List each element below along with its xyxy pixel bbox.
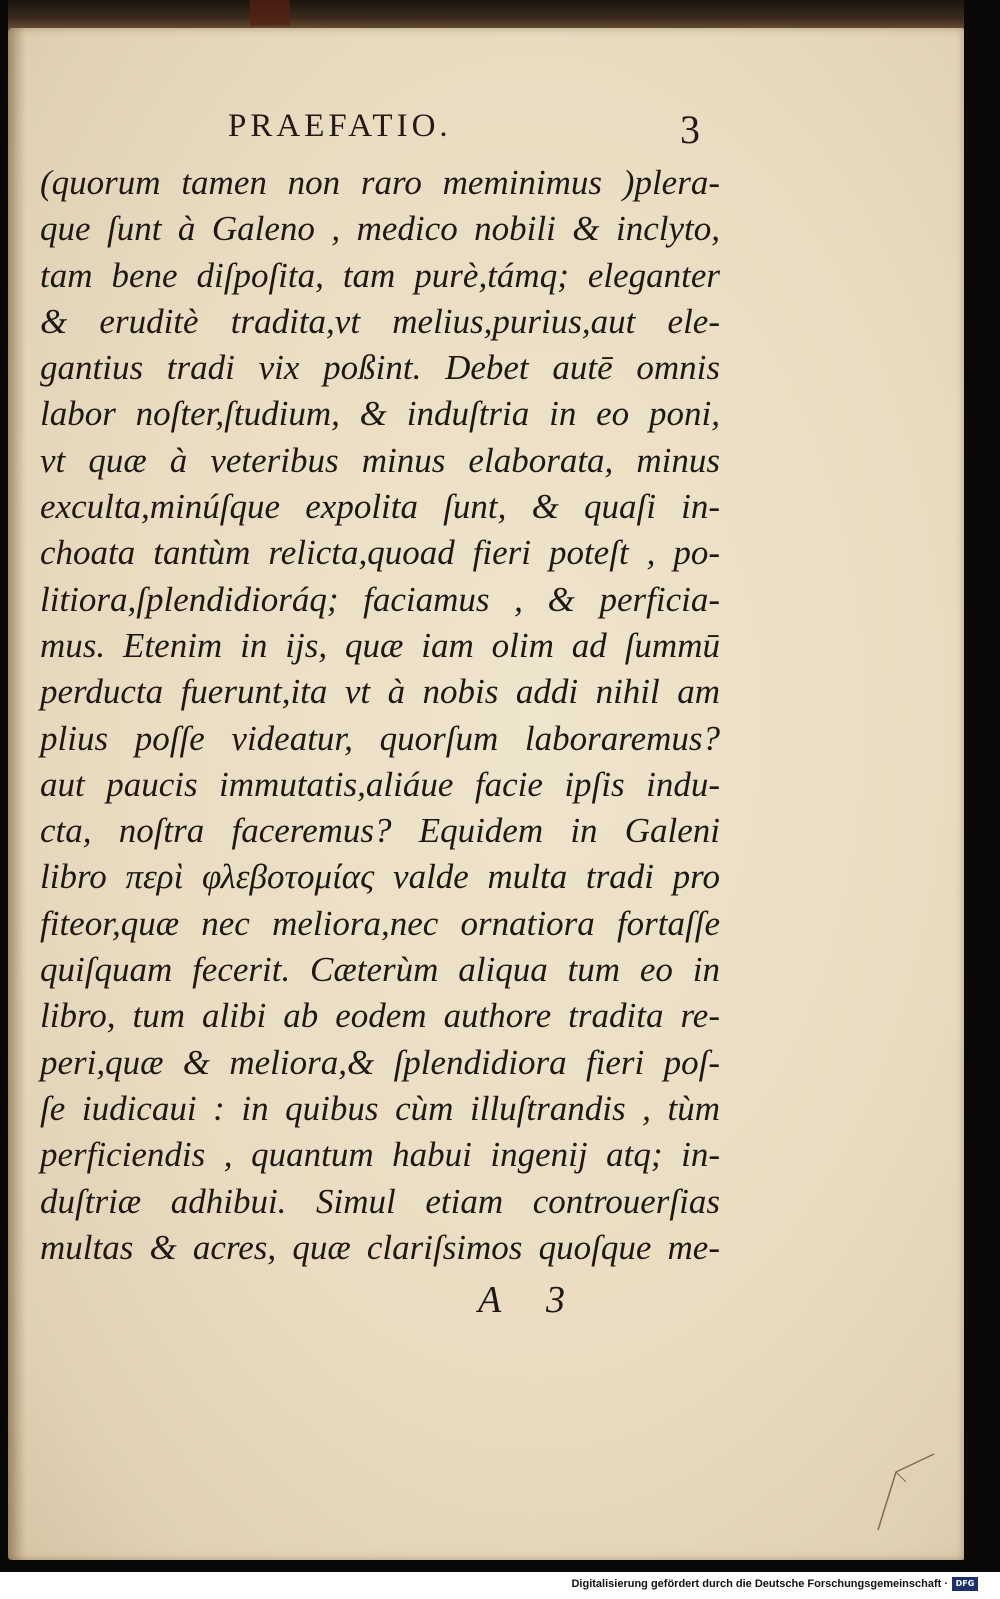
text-line: vt quæ à veteribus minus elaborata, minus <box>40 440 720 480</box>
dfg-logo: DFG <box>952 1577 978 1591</box>
text-line: multas & acres, quæ clariſsimos quoſque me- <box>40 1227 720 1267</box>
text-line: quiſquam fecerit. Cæterùm aliqua tum eo in <box>40 950 720 990</box>
text-line: labor noſter,ſtudium, & induſtria in eo poni, <box>40 394 720 434</box>
page-top-edge <box>8 0 964 30</box>
text-line: peri,quæ & meliora,& ſplendidiora fieri poſ- <box>40 1042 720 1082</box>
text-line: aut paucis immutatis,aliáue facie ipſis indu- <box>40 764 720 804</box>
binding-shadow <box>8 28 26 1560</box>
text-line: libro περὶ φλεβοτομίας valde multa tradi pro <box>40 857 720 897</box>
text-line: libro, tum alibi ab eodem authore tradita re- <box>40 996 720 1036</box>
text-line: perficiendis , quantum habui ingenij atq; in- <box>40 1135 720 1175</box>
text-line: ſe iudicaui : in quibus cùm illuſtrandis , tùm <box>40 1088 720 1128</box>
body-text <box>40 160 720 1271</box>
text-line: tam bene diſpoſita, tam purè,támq; eleganter <box>40 255 720 295</box>
text-line: plius poſſe videatur, quorſum laboraremus? <box>40 718 720 758</box>
text-line: litiora,ſplendidioráq; faciamus , & perficia- <box>40 579 720 619</box>
text-line: & eruditè tradita,vt melius,purius,aut ele- <box>40 301 720 341</box>
footer-credit: Digitalisierung gefördert durch die Deutsche Forschungsgemeinschaft · <box>571 1578 948 1590</box>
text-line: cta, noſtra faceremus? Equidem in Galeni <box>40 811 720 851</box>
text-line: gantius tradi vix poßint. Debet autē omnis <box>40 348 720 388</box>
corner-fold <box>876 1452 936 1532</box>
page-stain <box>250 0 290 26</box>
page-number: 3 <box>680 107 700 152</box>
text-line: (quorum tamen non raro meminimus )plera- <box>40 163 720 202</box>
text-line: duſtriæ adhibui. Simul etiam controuerſias <box>40 1181 720 1221</box>
text-line: mus. Etenim in ijs, quæ iam olim ad ſummū <box>40 625 720 665</box>
text-line: que ſunt à Galeno , medico nobili & inclyto, <box>40 209 720 249</box>
text-line: fiteor,quæ nec meliora,nec ornatiora fortaſſe <box>40 903 720 943</box>
text-line: exculta,minúſque expolita ſunt, & quaſi in- <box>40 487 720 527</box>
text-line: perducta fuerunt,ita vt à nobis addi nihil am <box>40 672 720 712</box>
running-head: PRAEFATIO. <box>228 108 452 144</box>
signature-mark: A 3 <box>478 1279 584 1321</box>
text-line: choata tantùm relicta,quoad fieri poteſt , po- <box>40 533 720 573</box>
